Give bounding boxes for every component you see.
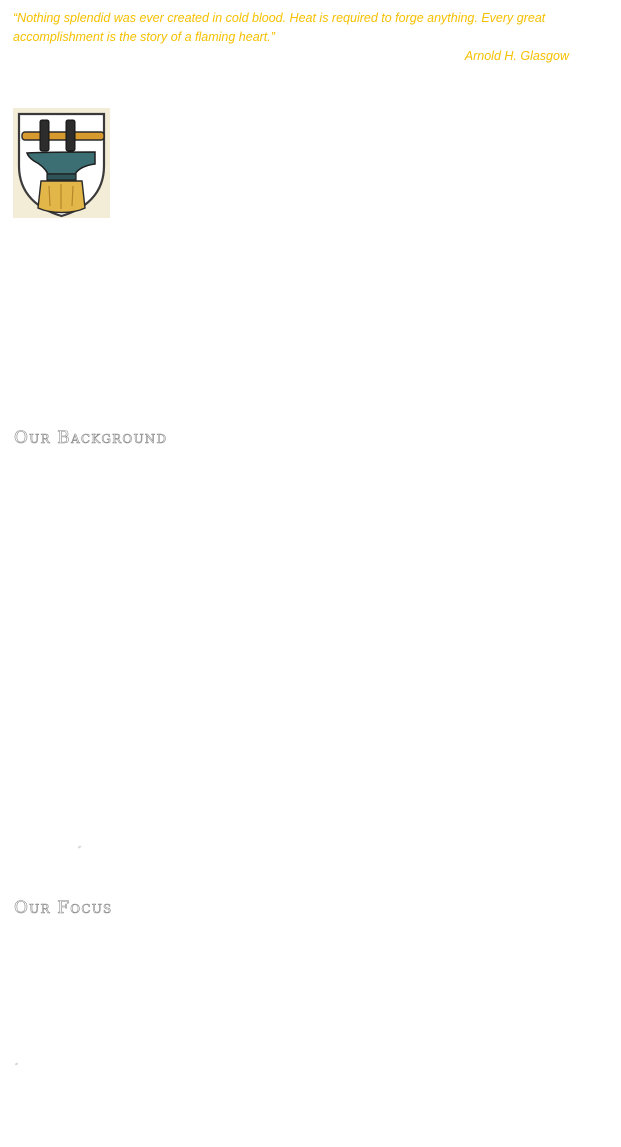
decorative-mark	[78, 845, 82, 848]
quote-author: Arnold H. Glasgow	[464, 49, 569, 63]
decorative-mark	[15, 1062, 19, 1065]
quote-text: “Nothing splendid was ever created in cold blood. Heat is required to forge anything. Every great accomplishment is the story of a flaming heart.”	[13, 11, 546, 44]
section-heading-background: Our Background	[14, 428, 168, 448]
anvil-hammer-coat-of-arms-icon	[13, 108, 110, 218]
quote-block	[13, 9, 573, 66]
section-heading-focus: Our Focus	[14, 898, 113, 918]
